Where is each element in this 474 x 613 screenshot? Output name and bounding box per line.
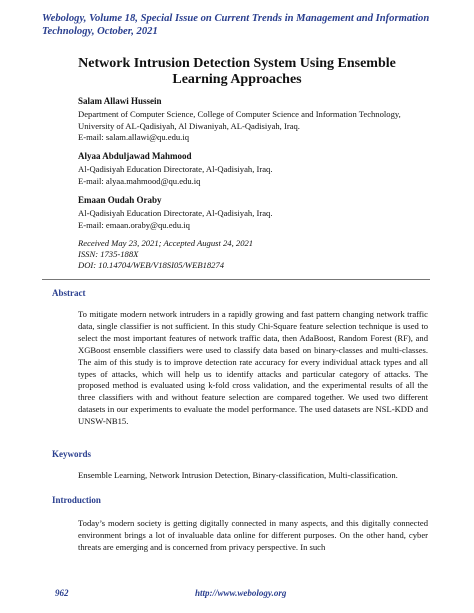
author-affiliation: Department of Computer Science, College of Computer Science and Information Technology,	[78, 109, 401, 120]
issn: ISSN: 1735-188X	[78, 249, 139, 260]
page-number: 962	[55, 588, 69, 598]
author-affiliation: Al-Qadisiyah Education Directorate, Al-Qadisiyah, Iraq.	[78, 164, 273, 175]
author-name: Salam Allawi Hussein	[78, 96, 162, 106]
keywords-text: Ensemble Learning, Network Intrusion Detection, Binary-classification, Multi-classification.	[78, 470, 398, 480]
author-affiliation: University of AL-Qadisiyah, Al Diwaniyah, AL-Qadisiyah, Iraq.	[78, 120, 300, 131]
publication-meta	[78, 238, 448, 272]
author-block-1	[78, 96, 458, 144]
author-email: E-mail: emaan.oraby@qu.edu.iq	[78, 219, 190, 230]
paper-title	[60, 56, 414, 88]
footer-link[interactable]: http://www.webology.org	[195, 588, 287, 598]
journal-header-line1: Webology, Volume 18, Special Issue on Current Trends in Management and Information	[42, 13, 430, 24]
author-block-3	[78, 195, 458, 231]
author-email: E-mail: alyaa.mahmood@qu.edu.iq	[78, 175, 201, 186]
author-name: Emaan Oudah Oraby	[78, 195, 162, 205]
paper-title-line2: Learning Approaches	[172, 72, 302, 87]
abstract-text: To mitigate modern network intruders in a rapidly growing and fast pattern changing network traffic data, single classifier is not sufficient. In this study Chi-Square feature selection technique is used to select the most important features of network traffic data, then AdaBoost, Random Forest (RF), and XGBoost ensemble classifiers were used to classify data based on binary-classes and multi-classes. The aim of this study is to improve detection rate accuracy for every individual attack types and all types of attacks, which will help us to identify attacks and particular category of attacks. The proposed method is evaluated using k-fold cross validation, and the experimental results of all the three classifiers with and without feature selection are compared together. We used two different datasets in our experiments to evaluate the model performance. The used datasets are NSL-KDD and UNSW-NB15.	[78, 309, 428, 427]
author-email: E-mail: salam.allawi@qu.edu.iq	[78, 132, 190, 143]
received-date: Received May 23, 2021; Accepted August 24, 2021	[78, 238, 254, 248]
journal-header-line2: Technology, October, 2021	[42, 26, 158, 37]
paper-title-line1: Network Intrusion Detection System Using Ensemble	[78, 56, 396, 71]
abstract-heading: Abstract	[52, 288, 86, 298]
divider	[42, 279, 430, 280]
author-name: Alyaa Abduljawad Mahmood	[78, 151, 192, 161]
introduction-text: Today’s modern society is getting digitally connected in many aspects, and this digitally connected environment brings a lot of invaluable data online for different purposes. On the other hand, cyber threats are emerging and is concerned from privacy perspective. In such	[78, 518, 428, 552]
author-block-2	[78, 151, 458, 187]
doi: DOI: 10.14704/WEB/V18SI05/WEB18274	[78, 260, 225, 271]
author-affiliation: Al-Qadisiyah Education Directorate, Al-Qadisiyah, Iraq.	[78, 208, 273, 219]
keywords-heading: Keywords	[52, 449, 91, 459]
introduction-heading: Introduction	[52, 495, 101, 505]
journal-header	[42, 12, 442, 38]
